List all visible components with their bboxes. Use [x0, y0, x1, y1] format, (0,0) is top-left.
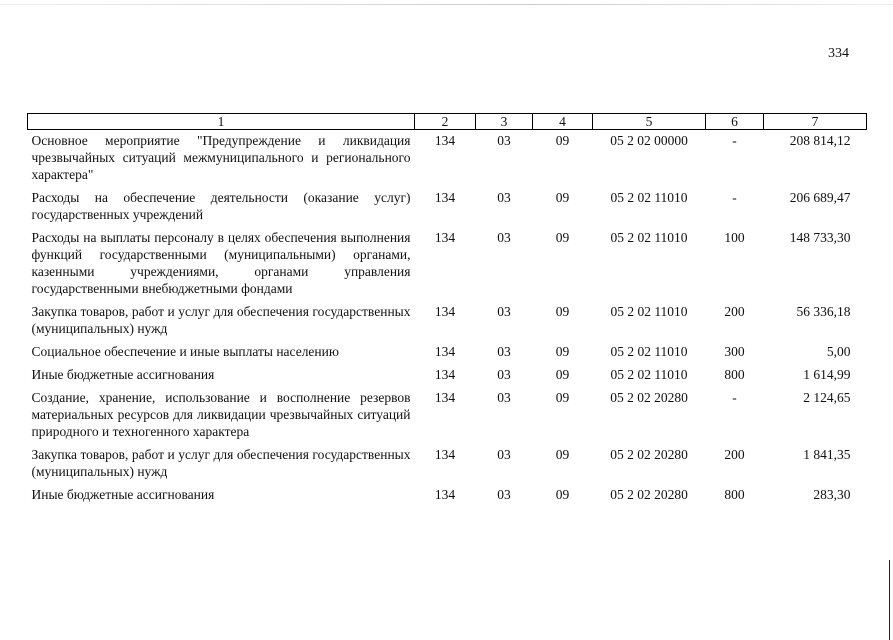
header-col-2: 2 — [415, 114, 476, 130]
table-row — [28, 130, 867, 188]
cell-c4: 09 — [555, 447, 570, 462]
cell-desc: Основное мероприятие "Предупреждение и ликвидация чрезвычайных ситуаций межмуниципального и регионального характера" — [31, 133, 411, 182]
cell-c5: 05 2 02 11010 — [610, 304, 688, 319]
scan-right-edge — [889, 560, 890, 640]
scan-top-edge — [0, 4, 893, 5]
budget-table — [27, 113, 867, 507]
cell-c6: - — [732, 133, 737, 148]
cell-c3: 03 — [497, 487, 511, 502]
cell-desc: Закупка товаров, работ и услуг для обеспечения государственных (муниципальных) нужд — [31, 304, 411, 336]
cell-c6: 100 — [724, 230, 745, 245]
table-row — [28, 187, 867, 227]
cell-c3: 03 — [497, 133, 511, 148]
cell-c4: 09 — [555, 304, 570, 319]
cell-desc: Расходы на обеспечение деятельности (оказание услуг) государственных учреждений — [31, 190, 411, 222]
cell-c4: 09 — [555, 367, 570, 382]
cell-c2: 134 — [434, 487, 456, 502]
table-row — [28, 227, 867, 301]
cell-c2: 134 — [434, 133, 456, 148]
cell-c4: 09 — [555, 390, 570, 405]
header-col-5: 5 — [593, 114, 706, 130]
cell-desc: Создание, хранение, использование и восполнение резервов материальных ресурсов для ликвидации чрезвычайных ситуаций природного и техногенного характера — [31, 390, 411, 439]
cell-c5: 05 2 02 20280 — [610, 487, 688, 502]
cell-c3: 03 — [497, 344, 511, 359]
cell-c2: 134 — [434, 390, 456, 405]
cell-c2: 134 — [434, 367, 456, 382]
table-row — [28, 301, 867, 341]
cell-desc: Иные бюджетные ассигнования — [31, 367, 215, 382]
cell-c7: 208 814,12 — [789, 133, 851, 148]
cell-c3: 03 — [497, 447, 511, 462]
page-number: 334 — [828, 46, 849, 61]
cell-c2: 134 — [434, 230, 456, 245]
table-row — [28, 444, 867, 484]
cell-c2: 134 — [434, 447, 456, 462]
header-col-4: 4 — [533, 114, 593, 130]
cell-desc: Социальное обеспечение и иные выплаты населению — [31, 344, 339, 359]
cell-c3: 03 — [497, 367, 511, 382]
table-row — [28, 484, 867, 507]
cell-c7: 148 733,30 — [789, 230, 851, 245]
cell-c4: 09 — [555, 344, 570, 359]
cell-c2: 134 — [434, 304, 456, 319]
cell-c7: 2 124,65 — [803, 390, 851, 405]
header-col-7: 7 — [764, 114, 867, 130]
cell-c4: 09 — [555, 230, 570, 245]
cell-c5: 05 2 02 11010 — [610, 230, 688, 245]
header-col-6: 6 — [706, 114, 764, 130]
cell-c6: - — [732, 390, 737, 405]
cell-c5: 05 2 02 11010 — [610, 367, 688, 382]
cell-c5: 05 2 02 00000 — [610, 133, 688, 148]
cell-c3: 03 — [497, 230, 511, 245]
cell-c4: 09 — [555, 133, 570, 148]
cell-c6: 200 — [724, 447, 745, 462]
cell-c7: 1 841,35 — [803, 447, 851, 462]
header-col-3: 3 — [476, 114, 533, 130]
cell-c5: 05 2 02 11010 — [610, 190, 688, 205]
cell-c7: 1 614,99 — [803, 367, 851, 382]
cell-c4: 09 — [555, 190, 570, 205]
cell-c7: 5,00 — [826, 344, 851, 359]
cell-c6: 800 — [724, 367, 745, 382]
cell-c5: 05 2 02 20280 — [610, 447, 688, 462]
table-row — [28, 341, 867, 364]
cell-c6: - — [732, 190, 737, 205]
cell-c3: 03 — [497, 390, 511, 405]
cell-c6: 800 — [724, 487, 745, 502]
cell-c2: 134 — [434, 344, 456, 359]
cell-c4: 09 — [555, 487, 570, 502]
cell-c3: 03 — [497, 304, 511, 319]
cell-c2: 134 — [434, 190, 456, 205]
cell-c6: 300 — [724, 344, 745, 359]
cell-c5: 05 2 02 20280 — [610, 390, 688, 405]
cell-desc: Закупка товаров, работ и услуг для обеспечения государственных (муниципальных) нужд — [31, 447, 411, 479]
cell-c7: 283,30 — [813, 487, 851, 502]
cell-c7: 206 689,47 — [789, 190, 851, 205]
header-col-1: 1 — [28, 114, 415, 130]
table-row — [28, 364, 867, 387]
cell-c3: 03 — [497, 190, 511, 205]
cell-c6: 200 — [724, 304, 745, 319]
table-row — [28, 387, 867, 444]
cell-c5: 05 2 02 11010 — [610, 344, 688, 359]
header-row — [28, 114, 867, 130]
cell-desc: Иные бюджетные ассигнования — [31, 487, 215, 502]
cell-c7: 56 336,18 — [796, 304, 851, 319]
cell-desc: Расходы на выплаты персоналу в целях обеспечения выполнения функций государственными (муниципальными) органами, казенными учреждениями, органами управления государственными внебюджетными фондами — [31, 230, 411, 296]
